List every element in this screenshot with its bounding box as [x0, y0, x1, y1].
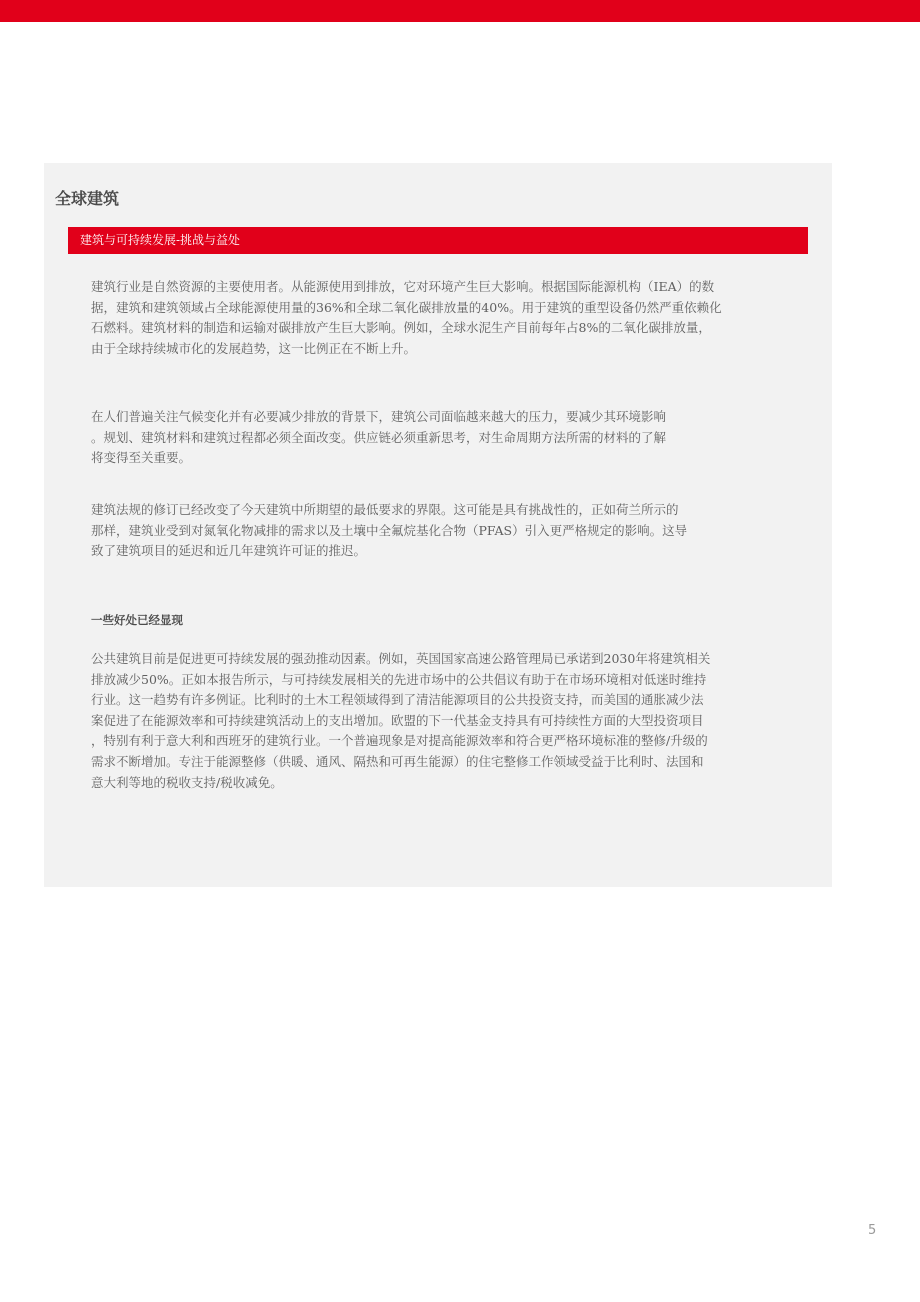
subtitle-band: 建筑与可持续发展-挑战与益处 [68, 227, 808, 254]
text-line: 。规划、建筑材料和建筑过程都必须全面改变。供应链必须重新思考，对生命周期方法所需的材料的了解 [91, 429, 667, 445]
text-line: 建筑法规的修订已经改变了今天建筑中所期望的最低要求的界限。这可能是具有挑战性的，正如荷兰所示的 [91, 502, 679, 517]
text-line: ，特别有利于意大利和西班牙的建筑行业。一个普遍现象是对提高能源效率和符合更严格环境标准的整修/升级的 [91, 733, 708, 749]
text-line: 意大利等地的税收支持/税收减免。 [91, 774, 283, 790]
paragraph-intro [91, 277, 791, 359]
text-line: 在人们普遍关注气候变化并有必要减少排放的背景下，建筑公司面临越来越大的压力，要减少其环境影响 [91, 409, 667, 424]
paragraph-benefits [91, 649, 791, 793]
text-line: 行业。这一趋势有许多例证。比利时的土木工程领域得到了清洁能源项目的公共投资支持，而美国的通胀减少法 [91, 692, 704, 708]
text-line: 案促进了在能源效率和可持续建筑活动上的支出增加。欧盟的下一代基金支持具有可持续性方面的大型投资项目 [91, 712, 704, 728]
text-line: 需求不断增加。专注于能源整修（供暖、通风、隔热和可再生能源）的住宅整修工作领域受益于比利时、法国和 [91, 753, 704, 769]
text-line: 石燃料。建筑材料的制造和运输对碳排放产生巨大影响。例如，全球水泥生产目前每年占8%的二氧化碳排放量， [91, 320, 711, 336]
paragraph-regulations [91, 500, 791, 562]
text-line: 据，建筑和建筑领域占全球能源使用量的36%和全球二氧化碳排放量的40%。用于建筑的重型设备仍然严重依赖化 [91, 299, 722, 315]
text-line: 由于全球持续城市化的发展趋势，这一比例正在不断上升。 [91, 340, 417, 356]
text-line: 致了建筑项目的延迟和近几年建筑许可证的推迟。 [91, 543, 367, 559]
paragraph-pressure [91, 407, 791, 469]
text-line: 排放减少50%。正如本报告所示，与可持续发展相关的先进市场中的公共倡议有助于在市场环境相对低迷时维持 [91, 671, 707, 687]
text-line: 将变得至关重要。 [91, 450, 192, 466]
text-line: 那样，建筑业受到对氮氧化物减排的需求以及土壤中全氟烷基化合物（PFAS）引入更严格规定的影响。这导 [91, 522, 688, 538]
text-line: 公共建筑目前是促进更可持续发展的强劲推动因素。例如，英国国家高速公路管理局已承诺到2030年将建筑相关 [91, 651, 711, 666]
benefits-heading: 一些好处已经显现 [91, 613, 183, 627]
page-number: 5 [868, 1223, 877, 1238]
top-accent-bar [0, 0, 920, 22]
content-panel [44, 163, 832, 887]
section-title: 全球建筑 [55, 189, 120, 208]
text-line: 建筑行业是自然资源的主要使用者。从能源使用到排放，它对环境产生巨大影响。根据国际能源机构（IEA）的数 [91, 279, 715, 294]
